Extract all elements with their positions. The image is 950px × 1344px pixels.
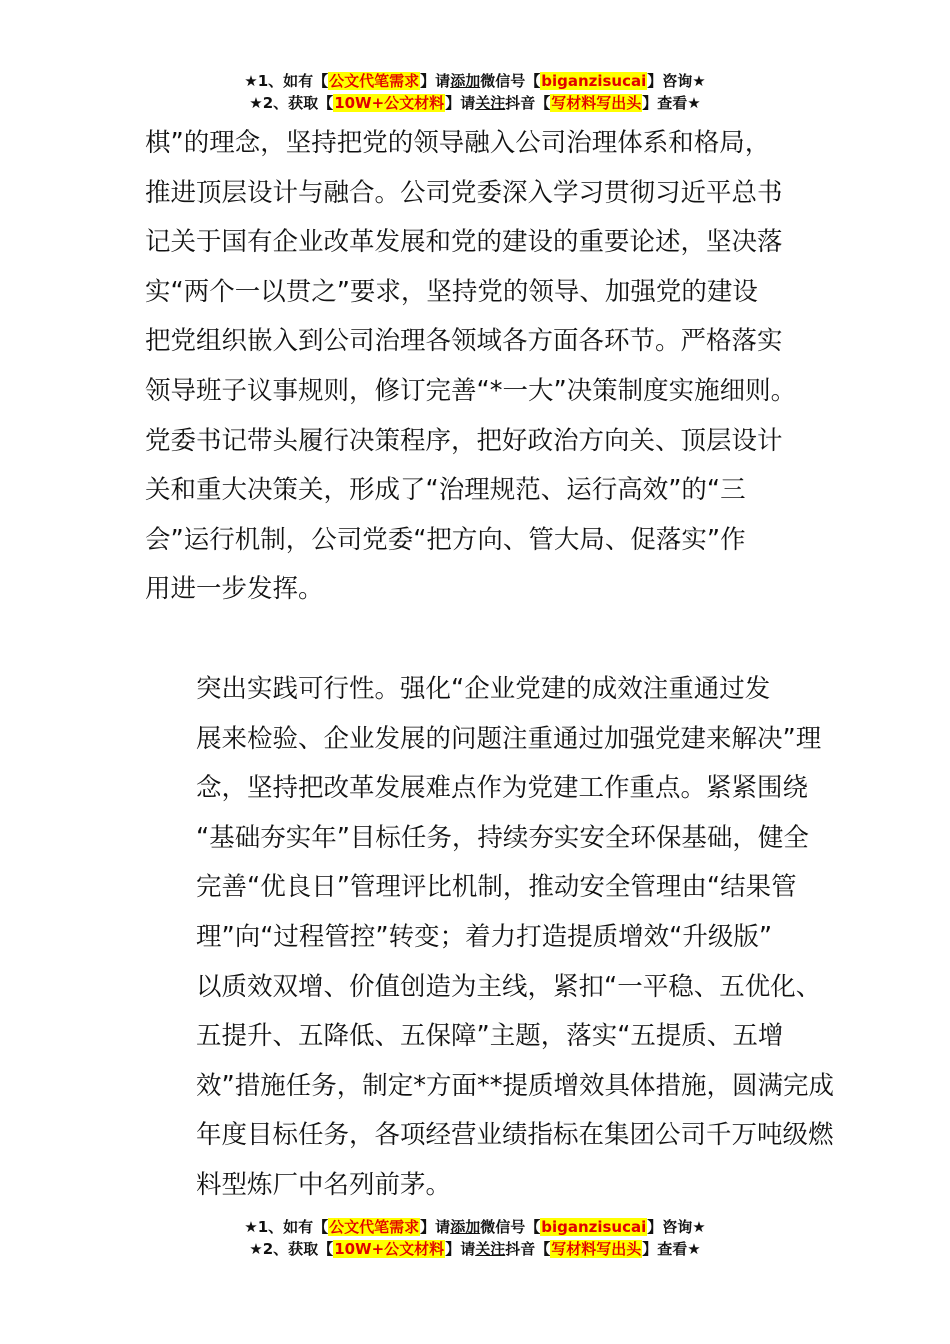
text-line: 关和重大决策关，形成了“治理规范、运行高效”的“三 xyxy=(145,475,746,506)
text-line: 以质效双增、价值创造为主线，紧扣“一平稳、五优化、 xyxy=(196,971,822,1002)
text-line: 记关于国有企业改革发展和党的建设的重要论述，坚决落 xyxy=(145,227,783,258)
banner-highlight: 写材料写出头 xyxy=(551,1240,642,1258)
text-line: 完善“优良日”管理评比机制，推动安全管理由“结果管 xyxy=(196,872,797,903)
text-line: 领导班子议事规则，修订完善“*一大”决策制度实施细则。 xyxy=(145,375,797,406)
text-line: 用进一步发挥。 xyxy=(145,574,324,605)
text-line: 念，坚持把改革发展难点作为党建工作重点。紧紧围绕 xyxy=(196,773,809,804)
banner-line-2: ★2、获取【10W+公文材料】请关注抖音【写材料写出头】查看★ xyxy=(249,1240,701,1258)
banner-highlight: 公文代笔需求 xyxy=(329,72,420,90)
footer-banner xyxy=(0,1216,950,1260)
text-line: 推进顶层设计与融合。公司党委深入学习贯彻习近平总书 xyxy=(145,177,783,208)
paragraph-1 xyxy=(145,119,825,615)
text-line: 展来检验、企业发展的问题注重通过加强党建来解决”理 xyxy=(196,723,822,754)
header-banner xyxy=(0,70,950,114)
text-line: 料型炼厂中名列前茅。 xyxy=(196,1169,452,1200)
banner-highlight: 公文代笔需求 xyxy=(329,1218,420,1236)
document-body xyxy=(145,119,834,1210)
text-line: 效”措施任务，制定*方面**提质增效具体措施，圆满完成 xyxy=(196,1070,834,1101)
banner-line-1: ★1、如有【公文代笔需求】请添加微信号【biganzisucai】咨询★ xyxy=(244,72,706,90)
text-line: 党委书记带头履行决策程序，把好政治方向关、顶层设计 xyxy=(145,425,783,456)
text-line: 突出实践可行性。强化“企业党建的成效注重通过发 xyxy=(196,673,771,704)
text-line: 把党组织嵌入到公司治理各领域各方面各环节。严格落实 xyxy=(145,326,783,357)
paragraph-2 xyxy=(145,665,834,1211)
banner-line-2: ★2、获取【10W+公文材料】请关注抖音【写材料写出头】查看★ xyxy=(249,94,701,112)
text-line: “基础夯实年”目标任务，持续夯实安全环保基础，健全 xyxy=(196,822,809,853)
text-line: 会”运行机制，公司党委“把方向、管大局、促落实”作 xyxy=(145,524,746,555)
banner-highlight: 写材料写出头 xyxy=(551,94,642,112)
text-line: 棋”的理念，坚持把党的领导融入公司治理体系和格局， xyxy=(145,128,771,158)
banner-line-1: ★1、如有【公文代笔需求】请添加微信号【biganzisucai】咨询★ xyxy=(244,1218,706,1236)
banner-highlight: biganzisucai xyxy=(541,72,647,90)
banner-highlight: 10W+公文材料 xyxy=(334,1240,445,1258)
text-line: 实“两个一以贯之”要求，坚持党的领导、加强党的建设 xyxy=(145,276,758,307)
text-line: 五提升、五降低、五保障”主题，落实“五提质、五增 xyxy=(196,1021,784,1052)
banner-highlight: biganzisucai xyxy=(541,1218,647,1236)
text-line: 理”向“过程管控”转变；着力打造提质增效“升级版” xyxy=(196,921,773,952)
banner-highlight: 10W+公文材料 xyxy=(334,94,445,112)
text-line: 年度目标任务，各项经营业绩指标在集团公司千万吨级燃 xyxy=(196,1120,834,1151)
